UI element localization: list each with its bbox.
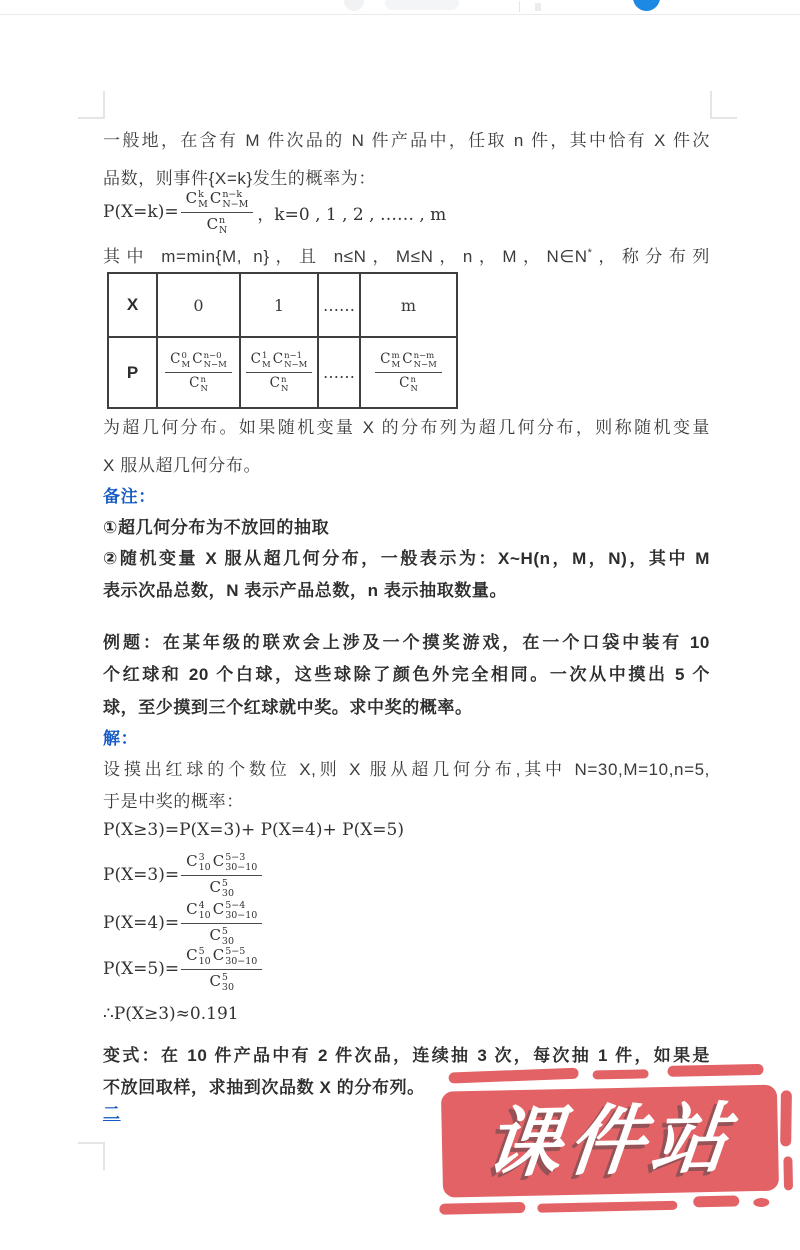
solution-line-2: 于是中奖的概率： bbox=[103, 792, 244, 811]
page-corner-mark-top-right bbox=[710, 91, 737, 119]
stamp-brush-stroke bbox=[537, 1201, 677, 1213]
example-line-2: 个红球和 20 个白球，这些球除了颜色外完全相同。一次从中摸出 5 个 bbox=[103, 665, 710, 684]
formula-px3 bbox=[103, 852, 262, 898]
table-row-p bbox=[108, 337, 457, 408]
formula-px4 bbox=[103, 900, 262, 946]
combination-symbol: C 4 10 bbox=[186, 899, 211, 921]
watermark-stamp bbox=[434, 1062, 797, 1222]
definition-line-2: X 服从超几何分布。 bbox=[103, 456, 262, 475]
condition-text: 其中 m=min{M, n}，且 n≤N，M≤N，n，M，N∈N bbox=[103, 247, 588, 266]
fraction bbox=[181, 946, 262, 993]
stamp-brush-stroke bbox=[753, 1198, 769, 1207]
intro-line-2: 品数，则事件{X=k}发生的概率为： bbox=[103, 169, 376, 188]
combination-symbol: C k M bbox=[185, 188, 208, 210]
fraction bbox=[181, 900, 262, 947]
formula-sum-text: P(X≥3)=P(X=3)+ P(X=4)+ P(X=5) bbox=[103, 820, 405, 840]
stamp-brush-stroke bbox=[592, 1069, 648, 1079]
notes-label: 备注： bbox=[103, 487, 156, 506]
combination-symbol: C 5 30 bbox=[209, 925, 235, 947]
formula-tail: ，k=0 , 1 , 2 , …… , m bbox=[257, 204, 447, 225]
note-item-2-line-2: 表示次品总数，N 表示产品总数，n 表示抽取数量。 bbox=[103, 581, 508, 600]
combination-symbol: C 3 10 bbox=[186, 851, 211, 873]
formula-lhs: P(X=3)= bbox=[103, 865, 180, 885]
combination-symbol: C 5 10 bbox=[186, 945, 211, 967]
formula-sum bbox=[103, 811, 404, 849]
table-cell: …… bbox=[318, 337, 360, 408]
combination-symbol: C 5−4 30−10 bbox=[212, 899, 258, 921]
combination-symbol: C n−k N−M bbox=[209, 188, 249, 210]
formula-lhs: P(X=5)= bbox=[103, 959, 180, 979]
definition-line-1: 为超几何分布。如果随机变量 X 的分布列为超几何分布，则称随机变量 bbox=[103, 418, 710, 437]
page-corner-mark-bottom-left bbox=[78, 1142, 105, 1170]
fraction-numerator bbox=[181, 189, 254, 213]
condition-text-end: ，称分布列 bbox=[592, 247, 710, 266]
formula-conclusion bbox=[103, 995, 239, 1033]
search-box[interactable] bbox=[385, 0, 459, 10]
formula-lhs: P(X=4)= bbox=[103, 913, 180, 933]
example-line-3: 球，至少摸到三个红球就中奖。求中奖的概率。 bbox=[103, 698, 473, 717]
user-avatar[interactable] bbox=[633, 0, 660, 11]
stamp-brush-stroke bbox=[439, 1202, 525, 1215]
table-cell: …… bbox=[318, 273, 360, 337]
formula-lhs: P(X=k)= bbox=[103, 202, 179, 222]
variant-line-1: 变式：在 10 件产品中有 2 件次品，连续抽 3 次，每次抽 1 件，如果是 bbox=[103, 1046, 710, 1065]
page-corner-mark-top-left bbox=[78, 91, 105, 119]
solution-line-1: 设摸出红球的个数位 X,则 X 服从超几何分布,其中 N=30,M=10,n=5, bbox=[103, 760, 710, 779]
toolbar-button-icon[interactable] bbox=[344, 0, 364, 11]
condition-line bbox=[103, 234, 710, 276]
note-item-1: ①超几何分布为不放回的抽取 bbox=[103, 518, 330, 537]
combination-symbol: C 5 30 bbox=[209, 971, 235, 993]
table-header-p: P bbox=[108, 337, 157, 408]
table-row-x bbox=[108, 273, 457, 337]
table-cell: 0 bbox=[157, 273, 240, 337]
example-line-1: 例题：在某年级的联欢会上涉及一个摸奖游戏，在一个口袋中装有 10 bbox=[103, 633, 710, 652]
combination-symbol: C 5 30 bbox=[209, 877, 235, 899]
superscript-star: * bbox=[587, 247, 593, 259]
formula-px5 bbox=[103, 946, 262, 992]
section-two-heading: 二 bbox=[103, 1104, 121, 1123]
app-toolbar bbox=[0, 0, 800, 15]
stamp-text: 课件站 bbox=[481, 1096, 739, 1187]
table-header-x: X bbox=[108, 273, 157, 337]
combination-symbol: C 5−3 30−10 bbox=[212, 851, 258, 873]
toolbar-divider bbox=[519, 1, 520, 12]
table-cell: C 1 M C n−1 N−M C n N bbox=[240, 337, 318, 408]
combination-symbol: C 5−5 30−10 bbox=[212, 945, 258, 967]
note-item-2-line-1: ②随机变量 X 服从超几何分布，一般表示为：X~H(n，M，N)，其中 M bbox=[103, 549, 710, 568]
variant-line-2: 不放回取样，求抽到次品数 X 的分布列。 bbox=[103, 1078, 425, 1097]
stamp-brush-stroke bbox=[783, 1156, 793, 1190]
intro-line-1: 一般地，在含有 M 件次品的 N 件产品中，任取 n 件，其中恰有 X 件次 bbox=[103, 131, 710, 150]
combination-symbol: C n N bbox=[206, 214, 228, 236]
conclusion-text: ∴P(X≥3)≈0.191 bbox=[103, 1004, 239, 1024]
solution-label: 解： bbox=[103, 729, 139, 748]
toolbar-glyph-icon bbox=[535, 3, 541, 11]
stamp-brush-stroke bbox=[448, 1068, 578, 1084]
formula-pxk bbox=[103, 190, 446, 234]
distribution-table bbox=[107, 272, 458, 409]
stamp-brush-stroke bbox=[667, 1064, 763, 1077]
fraction bbox=[181, 189, 254, 236]
table-cell: C m M C n−m N−M C n N bbox=[360, 337, 457, 408]
table-cell: m bbox=[360, 273, 457, 337]
stamp-brush-stroke bbox=[693, 1195, 739, 1207]
table-cell: 1 bbox=[240, 273, 318, 337]
table-cell: C 0 M C n−0 N−M C n N bbox=[157, 337, 240, 408]
fraction bbox=[181, 852, 262, 899]
fraction-denominator bbox=[181, 213, 254, 236]
